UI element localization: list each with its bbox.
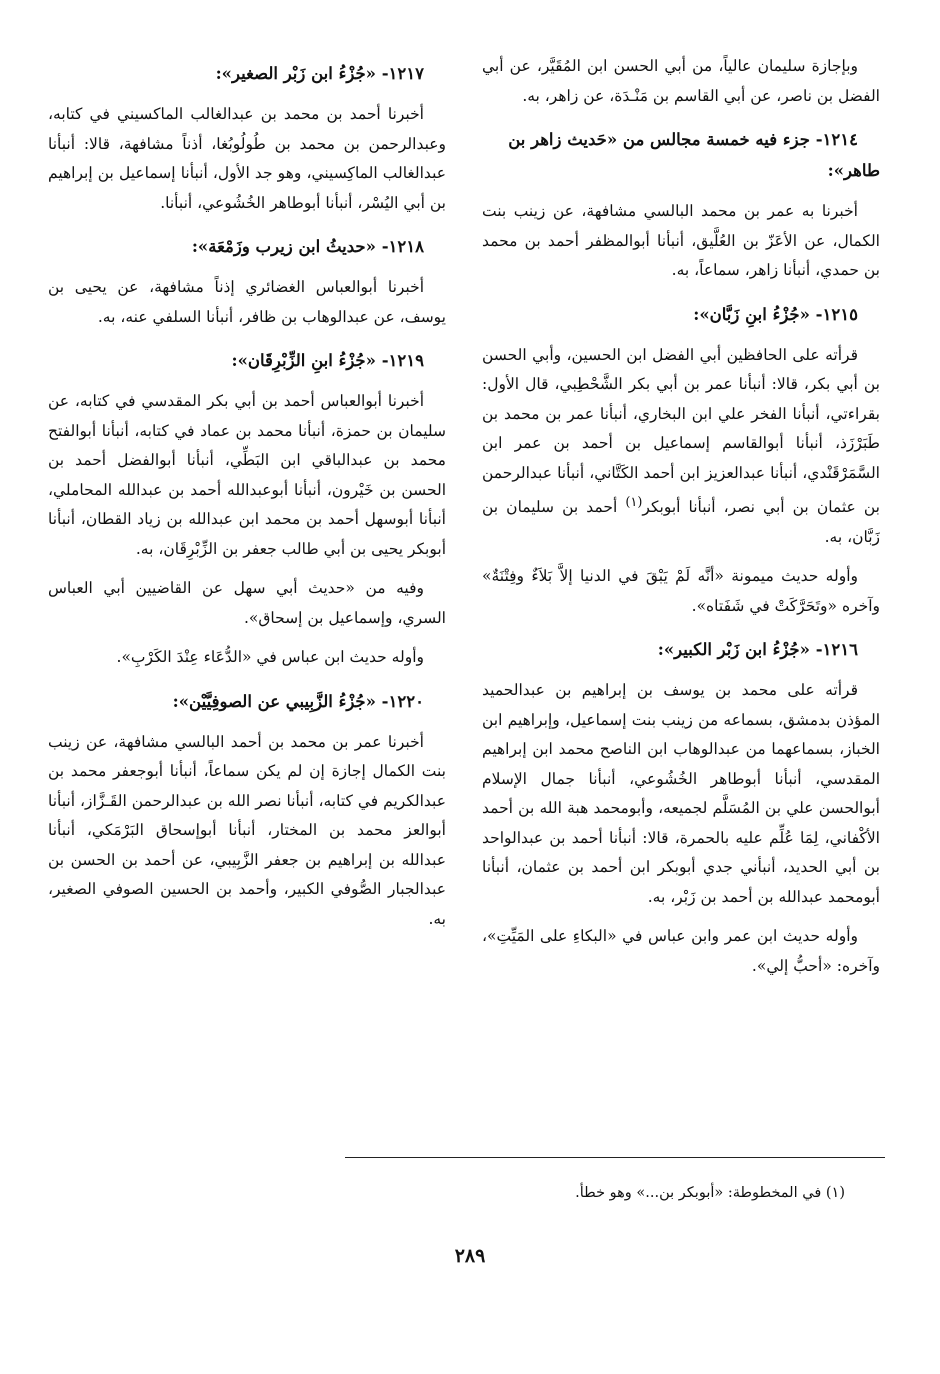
paragraph-1215-chain <box>482 341 880 553</box>
paragraph-intro: وبإجازة سليمان عالياً، من أبي الحسن ابن المُقَيَّر، عن أبي الفضل بن ناصر، عن أبي القاسم بن مَنْـدَة، عن زاهر، به. <box>482 57 880 105</box>
paragraph-1219-content: وأوله حديث ابن عباس في «الدُّعَاء عِنْدَ الكَرْبِ». <box>116 648 424 666</box>
paragraph-1219-note: وفيه من «حديث أبي سهل عن القاضيين أبي العباس السري، وإسماعيل بن إسحاق». <box>48 579 446 627</box>
right-column <box>482 52 880 981</box>
paragraph-1217: أخبرنا أحمد بن محمد بن عبدالغالب الماكسيني في كتابه، وعبدالرحمن بن محمد بن طُولُوبُغا، أذناً مشافهة، قالا: أنبأنا عبدالغالب الماكِسيني، وهو جد الأول، أنبأنا إسماعيل بن إبراهيم بن أبي اليُسْر، أنبأنا أبوطاهر الخُشُوعي، أنبأنا. <box>48 105 446 212</box>
heading-1219: ١٢١٩- «جُزْءُ ابنِ الزِّبْرِقَان»: <box>231 351 424 370</box>
heading-1216: ١٢١٦- «جُزْءُ ابن زَبْر الكبير»: <box>657 640 858 660</box>
heading-1218: ١٢١٨- «حديثُ ابن زيرب وزَمْعَة»: <box>191 237 424 256</box>
paragraph-1215-chain-end: أحمد بن سليمان بن زَبَّان، به. <box>482 498 880 546</box>
footnote: (١) في المخطوطة: «أبوبكر بن...» وهو خطأ. <box>575 1185 845 1201</box>
heading-1217: ١٢١٧- «جُزْءُ ابن زَبْر الصغير»: <box>215 64 424 83</box>
paragraph-1216-content: وأوله حديث ابن عمر وابن عباس في «البكاءِ على المَيِّتِ»، وآخره: «أحبُّ إلي». <box>482 927 880 975</box>
paragraph-1214: أخبرنا به عمر بن محمد البالسي مشافهة، عن زينب بنت الكمال، عن الأعَزّ بن العُلَّيق، أنبأنا أبوالمظفر أحمد بن محمد بن حمدي، أنبأنا زاهر، سماعاً، به. <box>482 202 880 279</box>
footnote-divider <box>345 1157 885 1158</box>
paragraph-1215-content: وأوله حديث ميمونة «أنَّه لَمْ يَبْقَ في الدنيا إلاَّ بَلاَءٌ وفِتْنَةٌ» وآخره «وتَحَرَّكَتْ في شَفَتاه». <box>482 567 880 615</box>
heading-1215: ١٢١٥- «جُزْءُ ابنِ زَبَّان»: <box>693 304 858 324</box>
footnote-reference: (١) <box>625 495 643 510</box>
paragraph-1218: أخبرنا أبوالعباس الغضائري إذناً مشافهة، عن يحيى بن يوسف، عن عبدالوهاب بن ظافر، أنبأنا السلفي عنه، به. <box>48 278 446 326</box>
page-number: ٢٨٩ <box>454 1245 486 1267</box>
paragraph-1215-chain-text: قرأته على الحافظين أبي الفضل ابن الحسين، وأبي الحسن بن أبي بكر، قالا: أنبأنا عمر بن أبي بكر الشَّحْطِبي، قال الأول: بقراءتي، أنبأنا الفخر علي ابن البخاري، أنبأنا عمر بن محمد بن طَبَرْزَذ، أنبأنا أبوالقاسم إسماعيل بن أحمد بن عمر ابن السَّمَرْقَنْدي، أنبأنا عبدالعزيز ابن أحمد الكَتَّاني، أنبأنا عبدالرحمن بن عثمان بن أبي نصر، أنبأنا أبوبكر <box>482 345 880 517</box>
left-column <box>48 52 446 934</box>
heading-1214: ١٢١٤- جزء فيه خمسة مجالس من «حَديث زاهر بن طاهر»: <box>508 130 880 180</box>
paragraph-1220: أخبرنا عمر بن محمد بن أحمد البالسي مشافهة، عن زينب بنت الكمال إجازة إن لم يكن سماعاً، أنبأنا أبوجعفر محمد بن عبدالكريم في كتابه، أنبأنا نصر الله بن عبدالرحمن القَـزَّاز، أنبأنا أبوالعز محمد بن المختار، أنبأنا أبوإسحاق البَرْمَكي، أنبأنا عبدالله بن إبراهيم بن جعفر الزَّبِيبي، عن أحمد بن الحسن بن عبدالجبار الصُّوفي الكبير، وأحمد بن الحسين الصوفي الصغير، به. <box>48 732 446 928</box>
paragraph-1216-chain: قرأته على محمد بن يوسف بن إبراهيم بن عبدالحميد المؤذن بدمشق، بسماعه من زينب بنت إسماعيل، وإبراهيم ابن الخباز، بسماعهما من عبدالوهاب ابن الناصح محمد ابن إبراهيم المقدسي، أنبأنا أبوطاهر الخُشُوعي، أنبأنا جمال الإسلام أبوالحسن علي بن المُسَلَّم لجميعه، وأبومحمد هبة الله بن أحمد الأكْفاني، لِمَا عُلِّم عليه بالحمرة، قالا: أنبأنا أحمد بن عبدالواحد بن أبي الحديد، أنبأني جدي أبوبكر ابن أحمد بن عثمان، أنبأنا أبومحمد عبدالله بن أحمد بن زَبْر، به. <box>482 681 880 906</box>
paragraph-1219-chain: أخبرنا أبوالعباس أحمد بن أبي بكر المقدسي في كتابه، عن سليمان بن حمزة، أنبأنا محمد بن عماد في كتابه، أنبأنا أبوالفتح محمد بن عبدالباقي ابن البَطِّي، أنبأنا أبوالفضل أحمد بن الحسن بن خَيْرون، أنبأنا أبوعبدالله أحمد بن عبدالله المحاملي، أنبأنا أبوسهل أحمد بن محمد ابن عبدالله بن زياد القطان، أنبأنا أبوبكر يحيى بن أبي طالب جعفر بن الزِّبْرِقَان، به. <box>48 392 446 558</box>
heading-1220: ١٢٢٠- «جُزْءُ الزَّبِيبي عن الصوفِيَّيْن»: <box>172 691 424 711</box>
